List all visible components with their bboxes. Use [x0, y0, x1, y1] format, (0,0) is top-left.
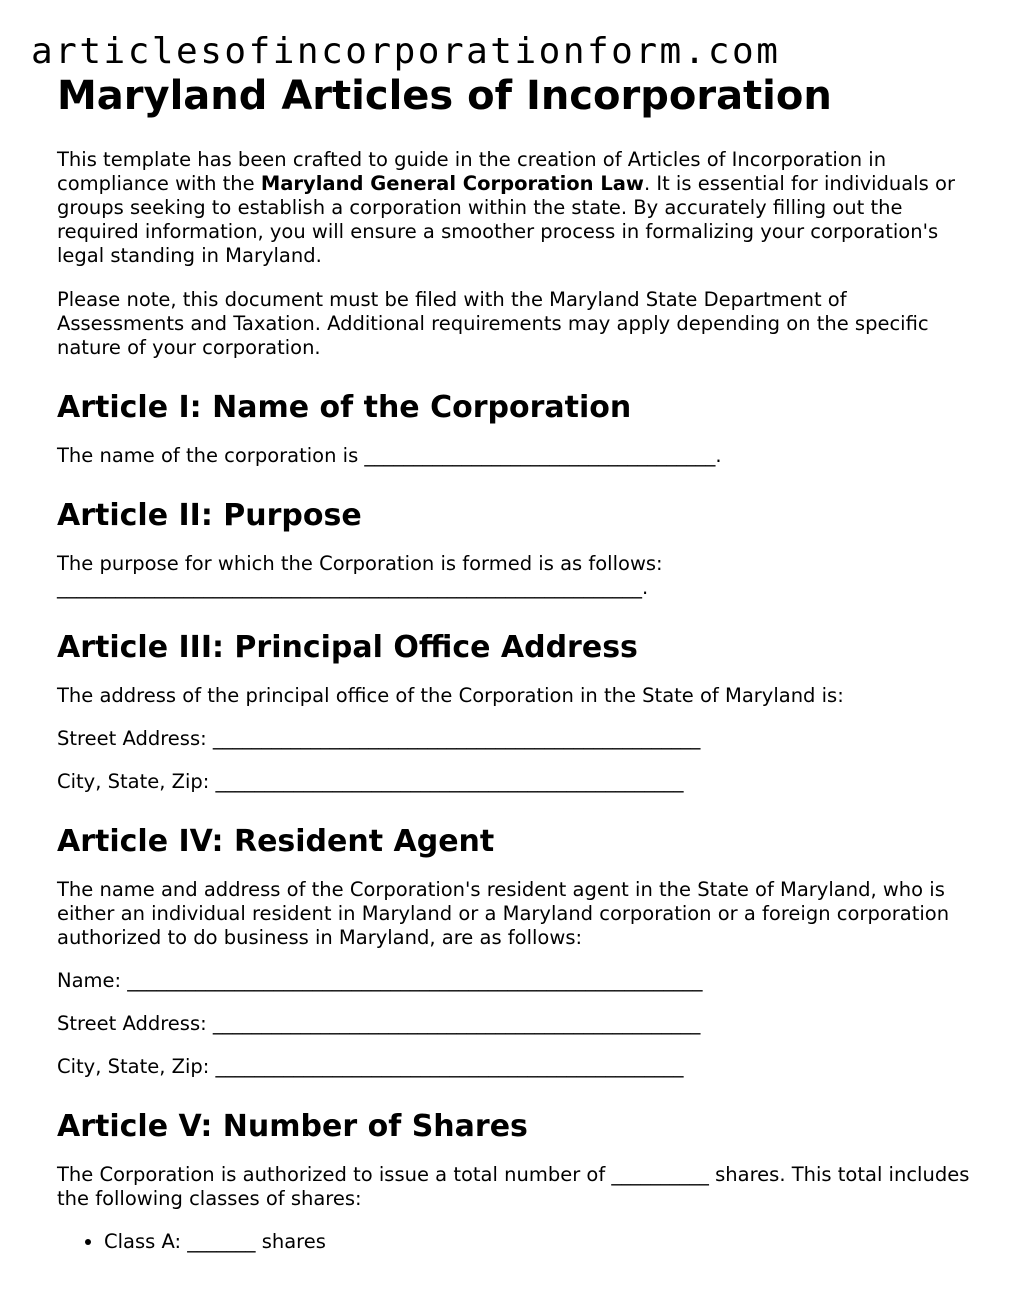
intro-paragraph-2: Please note, this document must be filed with the Maryland State Department of Assessments and Taxation. Additional requirements may apply depending on the specific nature of your corporation.	[57, 288, 929, 359]
article-4-heading: Article IV: Resident Agent	[57, 824, 495, 859]
article-1-heading: Article I: Name of the Corporation	[57, 390, 632, 425]
article-5-heading: Article V: Number of Shares	[57, 1109, 528, 1144]
page-title: Maryland Articles of Incorporation	[57, 73, 832, 119]
agent-name-field: Name: ___________________________________________________________	[57, 969, 703, 992]
principal-office-intro: The address of the principal office of the Corporation in the State of Maryland is:	[57, 684, 844, 707]
agent-city-state-zip-field: City, State, Zip: ________________________________________________	[57, 1055, 684, 1078]
article-2-heading: Article II: Purpose	[57, 498, 362, 533]
corporation-name-field: The name of the corporation is ____________________________________.	[57, 444, 722, 467]
share-class-item: • Class A: _______ shares	[104, 1230, 977, 1254]
shares-intro: The Corporation is authorized to issue a total number of __________ shares. This total includes the following classes of shares:	[57, 1163, 970, 1210]
document-page	[57, 72, 977, 1254]
law-name: Maryland General Corporation Law	[260, 172, 644, 195]
office-street-address-field: Street Address: __________________________________________________	[57, 727, 701, 750]
site-watermark: articlesofincorporationform.com	[31, 31, 781, 72]
intro-text-end: . It is essential for individuals or groups seeking to establish a corporation within the state. By accurately filling out the required information, you will ensure a smoother process in formalizing your corporation's legal standing in Maryland.	[57, 172, 955, 267]
share-classes-list	[57, 1230, 977, 1254]
resident-agent-intro: The name and address of the Corporation's resident agent in the State of Maryland, who is either an individual resident in Maryland or a Maryland corporation or a foreign corporation authorized to do business in Maryland, are as follows:	[57, 878, 950, 949]
intro-paragraph-1	[57, 148, 977, 268]
office-city-state-zip-field: City, State, Zip: ________________________________________________	[57, 770, 684, 793]
purpose-label: The purpose for which the Corporation is formed is as follows:	[57, 552, 663, 575]
purpose-blank-line: ____________________________________________________________.	[57, 576, 649, 599]
agent-street-address-field: Street Address: __________________________________________________	[57, 1012, 701, 1035]
purpose-field	[57, 552, 977, 600]
article-3-heading: Article III: Principal Office Address	[57, 630, 638, 665]
intro-text-start: This template has been crafted to guide in the creation of Articles of Incorporation in compliance with the	[57, 148, 887, 195]
